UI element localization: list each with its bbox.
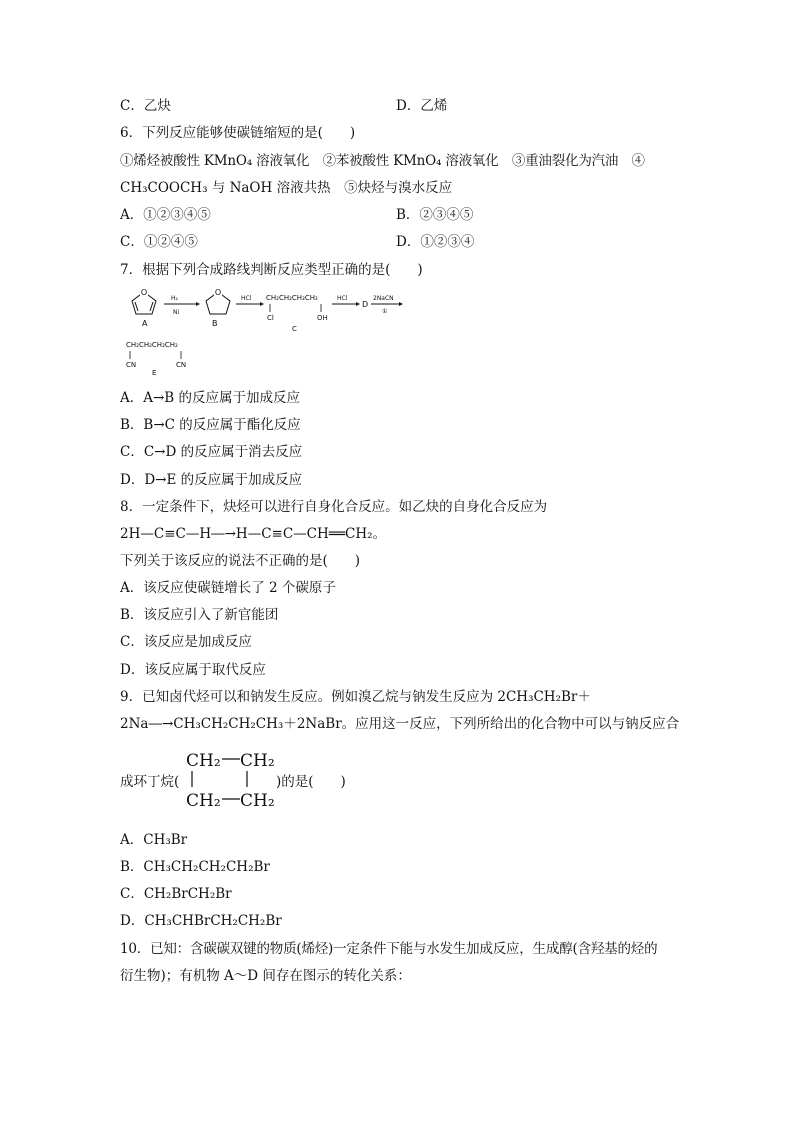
q6-option-c: C．①②④⑤ (120, 234, 198, 250)
q8-option-a: A．该反应使碳链增长了 2 个碳原子 (120, 580, 336, 596)
compound-label-e: E (152, 369, 157, 376)
thf-structure-b (206, 287, 230, 328)
compound-label-d: D (362, 300, 369, 309)
ring-ch2-bottom-left: CH₂ (186, 791, 221, 811)
q7-synthesis-scheme (120, 284, 420, 376)
ring-ch2-top-left: CH₂ (186, 751, 221, 771)
q9-option-a: A．CH₃Br (120, 832, 188, 848)
q9-stem-line1: 9．已知卤代烃可以和钠发生反应。例如溴乙烷与钠发生反应为 2CH₃CH₂Br＋ (120, 689, 591, 705)
compound-label-a: A (142, 319, 148, 328)
q10-stem-line1: 10．已知：含碳碳双键的物质(烯烃)一定条件下能与水发生加成反应，生成醇(含羟基的烃的 (120, 941, 658, 957)
q7-option-d: D．D→E 的反应属于加成反应 (120, 472, 303, 488)
ring-ch2-bottom-right: CH₂ (240, 791, 275, 811)
e-cyano-group-2: CN (176, 361, 187, 369)
reagent-h2: H₂ (171, 295, 178, 302)
e-main-chain: CH₂CH₂CH₂CH₂ (126, 341, 178, 349)
reagent-hcl-2: HCl (337, 295, 348, 302)
q9-option-d: D．CH₃CHBrCH₂CH₂Br (120, 913, 282, 929)
q6-stem: 6．下列反应能够使碳链缩短的是( ) (120, 125, 356, 141)
q7-option-b: B．B→C 的反应属于酯化反应 (120, 417, 301, 433)
ring-oxygen-label: O (140, 288, 148, 297)
q9-stem-line2: 2Na―→CH₃CH₂CH₂CH₃＋2NaBr。应用这一反应，下列所给出的化合物中可以与钠反应合 (120, 716, 680, 732)
q10-stem-line2: 衍生物)；有机物 A～D 间存在图示的转化关系： (120, 968, 411, 984)
c-main-chain: CH₂CH₂CH₂CH₂ (266, 294, 318, 302)
q8-option-d: D．该反应属于取代反应 (120, 662, 266, 678)
furan-structure-a (132, 287, 156, 328)
q8-option-c: C．该反应是加成反应 (120, 634, 252, 650)
q7-stem: 7．根据下列合成路线判断反应类型正确的是( ) (120, 262, 423, 278)
q9-stem-suffix: )的是( ) (276, 774, 346, 790)
compound-c (266, 294, 328, 333)
q9-option-c: C．CH₂BrCH₂Br (120, 886, 232, 902)
reagent-ni: Ni (173, 309, 180, 316)
compound-label-b: B (212, 319, 218, 328)
q9-option-b: B．CH₃CH₂CH₂CH₂Br (120, 859, 270, 875)
q7-option-c: C．C→D 的反应属于消去反应 (120, 444, 303, 460)
reaction-arrow-2 (236, 295, 264, 306)
q5-option-c: C．乙炔 (120, 98, 171, 114)
e-cyano-group-1: CN (126, 361, 137, 369)
q8-stem: 8．一定条件下，炔烃可以进行自身化合反应。如乙炔的自身化合反应为 (120, 499, 548, 515)
q6-option-a: A．①②③④⑤ (120, 207, 211, 223)
q6-option-b: B．②③④⑤ (396, 207, 474, 223)
cyclobutane-structure (182, 746, 282, 814)
reaction-arrow-4 (371, 295, 403, 315)
ring-oxygen-label: O (214, 288, 222, 297)
reaction-arrow-1 (164, 295, 200, 316)
q6-statement-line2: CH₃COOCH₃ 与 NaOH 溶液共热 ⑤炔烃与溴水反应 (120, 180, 453, 196)
reaction-arrow-3 (332, 295, 360, 306)
c-hydroxyl-group: OH (317, 314, 328, 322)
q8-option-b: B．该反应引入了新官能团 (120, 607, 279, 623)
reagent-nacn: 2NaCN (373, 295, 394, 302)
reagent-step-mark: ① (382, 308, 388, 315)
c-chloro-group: Cl (267, 314, 274, 322)
compound-e (126, 341, 186, 376)
ring-ch2-top-right: CH₂ (240, 751, 275, 771)
q8-question: 下列关于该反应的说法不正确的是( ) (120, 553, 361, 569)
q9-stem-prefix: 成环丁烷( (120, 774, 180, 790)
q5-option-d: D．乙烯 (396, 98, 448, 114)
compound-label-c: C (292, 325, 297, 333)
q7-option-a: A．A→B 的反应属于加成反应 (120, 390, 301, 406)
q6-statement-line1: ①烯烃被酸性 KMnO₄ 溶液氧化 ②苯被酸性 KMnO₄ 溶液氧化 ③重油裂化为汽油 ④ (120, 153, 645, 169)
q8-equation: 2H—C≡C—H―→H—C≡C—CH══CH₂。 (120, 526, 387, 542)
reagent-hcl-1: HCl (241, 295, 252, 302)
q6-option-d: D．①②③④ (396, 234, 475, 250)
